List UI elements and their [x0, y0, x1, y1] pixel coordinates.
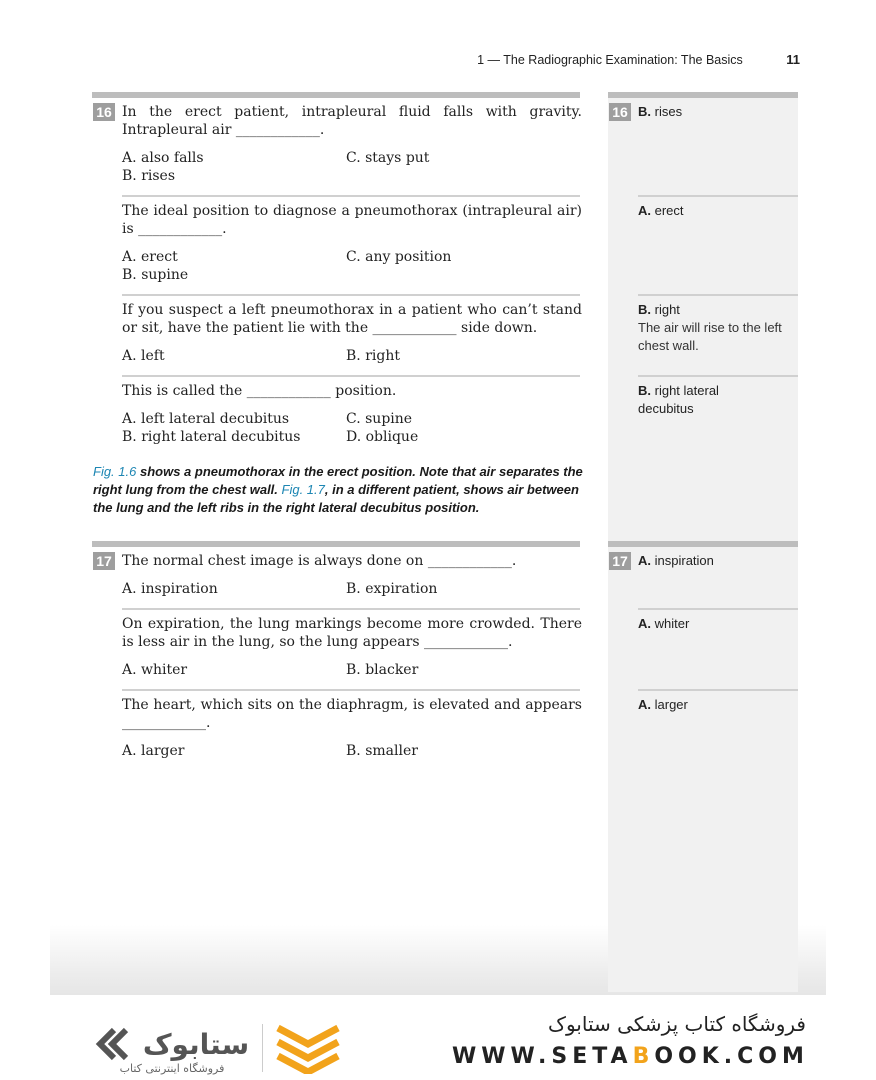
option: D. oblique: [346, 429, 419, 445]
chevron-icon: [112, 1030, 126, 1058]
answer-note: The air will rise to the left chest wall.: [638, 320, 782, 353]
divider: [122, 294, 580, 296]
divider: [122, 195, 580, 197]
figure-note-text: , in a different patient, shows air between the lung and the left ribs in the right lateral decubitus position.: [93, 482, 579, 515]
options: [122, 149, 582, 189]
answer: [638, 202, 808, 220]
answer-text: whiter: [654, 616, 690, 631]
answer-letter: B.: [638, 302, 651, 317]
options: [122, 661, 582, 681]
answer-text: inspiration: [654, 553, 714, 568]
option: B. rises: [122, 168, 176, 184]
logo-subtext: فروشگاه اینترنتی کتاب: [119, 1062, 225, 1075]
option: B. right lateral decubitus: [122, 429, 301, 445]
options: [122, 248, 582, 288]
options: [122, 410, 582, 450]
answer: [638, 382, 778, 418]
answer-text: right: [654, 302, 680, 317]
option: A. inspiration: [122, 581, 218, 597]
question-number-badge: 17: [93, 552, 115, 570]
figure-note-text: shows a pneumothorax in the erect position. Note that air separates the right lung from the chest wall.: [93, 464, 583, 497]
store-title: فروشگاه کتاب پزشکی ستابوک: [548, 1012, 806, 1036]
question-number-badge: 16: [93, 103, 115, 121]
option: B. smaller: [346, 743, 418, 759]
answer-letter: A.: [638, 616, 651, 631]
option: B. supine: [122, 267, 189, 283]
book-stack-icon: [272, 1022, 344, 1074]
page-number: 11: [786, 52, 800, 67]
answer: [638, 696, 808, 714]
option: C. supine: [346, 411, 413, 427]
answer-letter: B.: [638, 383, 651, 398]
figure-link[interactable]: Fig. 1.7: [281, 482, 325, 497]
logo-divider: [262, 1024, 263, 1072]
divider: [122, 608, 580, 610]
answer-letter: A.: [638, 553, 651, 568]
answer-text: right lateral decubitus: [638, 383, 719, 416]
url-accent: B: [632, 1044, 655, 1069]
answer-letter: A.: [638, 203, 651, 218]
divider: [638, 689, 798, 691]
option: A. whiter: [122, 662, 188, 678]
answer: [638, 301, 788, 355]
option: B. blacker: [346, 662, 419, 678]
url-part: WWW.SETA: [452, 1044, 633, 1069]
options: [122, 742, 582, 762]
option: A. left lateral decubitus: [122, 411, 290, 427]
divider: [638, 294, 798, 296]
answer: [638, 103, 808, 121]
option: A. larger: [122, 743, 185, 759]
website-url[interactable]: [452, 1044, 809, 1069]
answer-section-bar: [608, 92, 798, 98]
divider: [638, 195, 798, 197]
option: A. erect: [122, 249, 178, 265]
option: B. expiration: [346, 581, 438, 597]
answer-text: rises: [654, 104, 683, 119]
figure-link[interactable]: Fig. 1.6: [93, 464, 137, 479]
answer-number-badge: 16: [609, 103, 631, 121]
answer-section-bar: [608, 541, 798, 547]
option: A. also falls: [122, 150, 204, 166]
divider: [638, 608, 798, 610]
question-text: The ideal position to diagnose a pneumothorax (intrapleural air) is ____________.: [122, 203, 582, 237]
question-text: The normal chest image is always done on ____________.: [122, 553, 517, 569]
options: [122, 580, 582, 600]
section-bar: [92, 541, 580, 547]
figure-note: [93, 463, 583, 517]
setabook-logo[interactable]: [92, 1016, 252, 1076]
option: A. left: [122, 348, 165, 364]
url-part: OOK.COM: [654, 1044, 809, 1069]
option: C. stays put: [346, 150, 430, 166]
answer: [638, 615, 808, 633]
section-bar: [92, 92, 580, 98]
question-text: This is called the ____________ position.: [122, 383, 397, 399]
logo-wordmark: ستابوک: [142, 1028, 250, 1061]
question-text: In the erect patient, intrapleural fluid falls with gravity. Intrapleural air ____________.: [122, 104, 582, 138]
question-text: On expiration, the lung markings become more crowded. There is less air in the lung, so the lung appears ____________.: [122, 616, 582, 650]
divider: [638, 375, 798, 377]
answer: [638, 552, 808, 570]
question-text: If you suspect a left pneumothorax in a patient who can’t stand or sit, have the patient lie with the ____________ side down.: [122, 302, 582, 336]
divider: [122, 689, 580, 691]
answer-text: larger: [654, 697, 688, 712]
answer-letter: A.: [638, 697, 651, 712]
question-text: The heart, which sits on the diaphragm, is elevated and appears ____________.: [122, 697, 582, 731]
chapter-title: 1 — The Radiographic Examination: The Basics: [477, 53, 743, 67]
option: B. right: [346, 348, 400, 364]
options: [122, 347, 582, 367]
running-head: [50, 52, 800, 70]
answer-letter: B.: [638, 104, 651, 119]
answer-number-badge: 17: [609, 552, 631, 570]
option: C. any position: [346, 249, 452, 265]
answer-text: erect: [654, 203, 684, 218]
divider: [122, 375, 580, 377]
